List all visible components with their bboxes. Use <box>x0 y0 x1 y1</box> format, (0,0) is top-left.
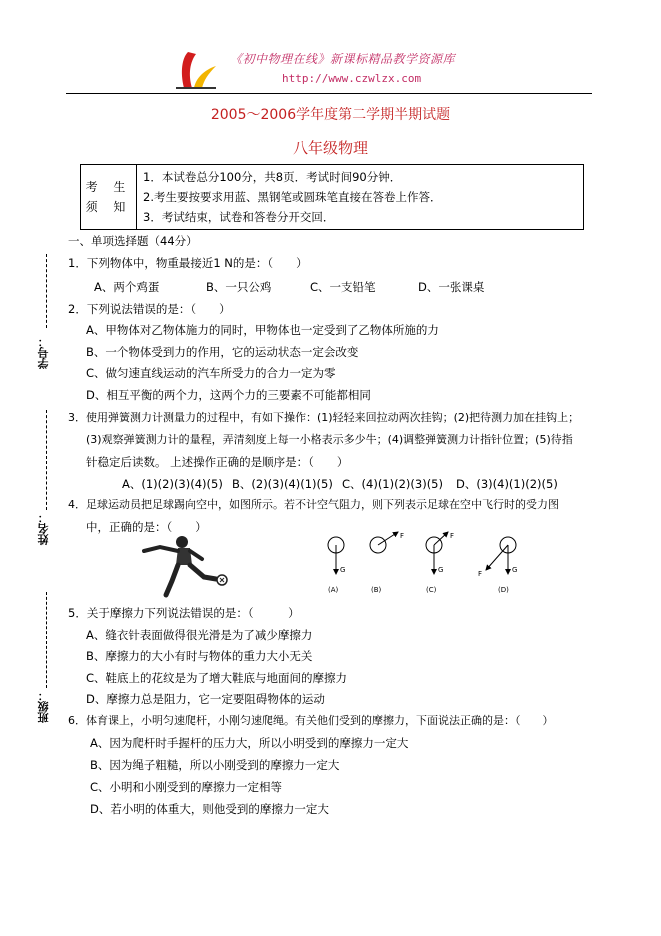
q6-option-b: B、因为绳子粗糙，所以小刚受到的摩擦力一定大 <box>90 758 340 772</box>
instruction-item: 1．本试卷总分100分，共8页．考试时间90分钟． <box>143 170 402 184</box>
q2-option-d: D、相互平衡的两个力，这两个力的三要素不可能都相同 <box>86 388 371 402</box>
diagram-c-label: (C) <box>426 586 437 594</box>
question-6-stem: 6．体育课上，小明匀速爬杆，小刚匀速爬绳。有关他们受到的摩擦力，下面说法正确的是：（ ） <box>68 714 554 727</box>
instruction-item: 2.考生要按要求用蓝、黑钢笔或圆珠笔直接在答卷上作答． <box>143 190 442 204</box>
q2-option-b: B、一个物体受到力的作用，它的运动状态一定会改变 <box>86 345 359 359</box>
force-label-f: F <box>400 532 405 540</box>
q6-option-a: A、因为爬杆时手握杆的压力大，所以小明受到的摩擦力一定大 <box>90 736 409 750</box>
exam-title: 2005～2006学年度第二学期半期试题 <box>210 107 451 123</box>
question-3-stem-line2: (3)观察弹簧测力计的量程，弄清刻度上每一小格表示多少牛；(4)调整弹簧测力计指针位置；(5)待指 <box>86 433 573 446</box>
header-divider <box>66 93 592 94</box>
q5-option-c: C、鞋底上的花纹是为了增大鞋底与地面间的摩擦力 <box>86 671 348 685</box>
force-label-f: F <box>450 532 455 540</box>
q3-option-a: A、(1)(2)(3)(4)(5) <box>122 477 223 491</box>
diagram-a-label: (A) <box>328 586 339 594</box>
question-2-stem: 2．下列说法错误的是：（ ） <box>68 302 231 316</box>
q1-option-c: C、一支铅笔 <box>310 280 376 294</box>
diagram-b <box>370 532 404 594</box>
question-4-stem-line1: 4．足球运动员把足球踢向空中，如图所示。若不计空气阻力，则下列表示足球在空中飞行时的受力图 <box>68 498 559 511</box>
force-label-g: G <box>340 566 346 574</box>
exam-subtitle: 八年级物理 <box>292 139 368 157</box>
class-label: 班级： <box>37 690 50 723</box>
q1-option-a: A、两个鸡蛋 <box>94 280 160 294</box>
diagram-a <box>328 537 345 594</box>
q1-option-d: D、一张课桌 <box>418 280 485 294</box>
instructions-label-line1: 考 生 <box>85 180 132 194</box>
section-heading: 一、单项选择题（44分） <box>68 234 198 248</box>
q3-option-c: C、(4)(1)(2)(3)(5) <box>342 477 443 491</box>
q6-option-d: D、若小明的体重大，则他受到的摩擦力一定大 <box>90 802 329 816</box>
student-name-label: 姓名： <box>37 512 50 545</box>
instructions-box <box>80 164 584 230</box>
site-banner-title: 《初中物理在线》新课标精品教学资源库 <box>230 52 456 66</box>
force-label-f: F <box>478 570 483 578</box>
question-1-stem: 1．下列物体中，物重最接近1 N的是：（ ） <box>68 256 308 270</box>
binding-line <box>46 592 47 688</box>
q6-option-c: C、小明和小刚受到的摩擦力一定相等 <box>90 780 283 794</box>
q2-option-c: C、做匀速直线运动的汽车所受力的合力一定为零 <box>86 366 336 380</box>
instructions-label <box>81 165 137 229</box>
diagram-b-label: (B) <box>371 586 382 594</box>
binding-line <box>46 254 47 328</box>
q5-option-a: A、缝衣针表面做得很光滑是为了减少摩擦力 <box>86 628 313 642</box>
question-4-stem-line2: 中，正确的是：（ ） <box>86 520 207 534</box>
q2-option-a: A、甲物体对乙物体施力的同时，甲物体也一定受到了乙物体所施的力 <box>86 323 439 337</box>
force-diagrams <box>318 530 528 598</box>
diagram-d-label: (D) <box>498 586 509 594</box>
question-3-stem-line1: 3．使用弹簧测力计测量力的过程中，有如下操作：(1)轻轻来回拉动两次挂钩；(2)把待测力加在挂钩上； <box>68 411 580 424</box>
q5-option-b: B、摩擦力的大小有时与物体的重力大小无关 <box>86 649 313 663</box>
student-id-label: 学号： <box>37 336 50 369</box>
question-5-stem: 5．关于摩擦力下列说法错误的是：（ ） <box>68 606 300 620</box>
binding-line <box>46 410 47 510</box>
instruction-item: 3．考试结束，试卷和答卷分开交回． <box>143 210 335 224</box>
instructions-label-line2: 须 知 <box>85 200 132 214</box>
footballer-illustration <box>138 533 230 599</box>
q1-option-b: B、一只公鸡 <box>206 280 272 294</box>
site-banner-url[interactable]: http://www.czwlzx.com <box>282 72 422 85</box>
q3-option-d: D、(3)(4)(1)(2)(5) <box>456 477 558 491</box>
q5-option-d: D、摩擦力总是阻力，它一定要阻碍物体的运动 <box>86 692 325 706</box>
instructions-list <box>137 165 447 229</box>
force-label-g: G <box>438 566 444 574</box>
question-3-stem-line3: 针稳定后读数。 上述操作正确的是顺序是：（ ） <box>86 455 349 469</box>
diagram-d <box>478 537 517 594</box>
site-logo <box>172 48 220 92</box>
diagram-c <box>426 532 454 594</box>
force-label-g: G <box>512 566 518 574</box>
q3-option-b: B、(2)(3)(4)(1)(5) <box>232 477 333 491</box>
